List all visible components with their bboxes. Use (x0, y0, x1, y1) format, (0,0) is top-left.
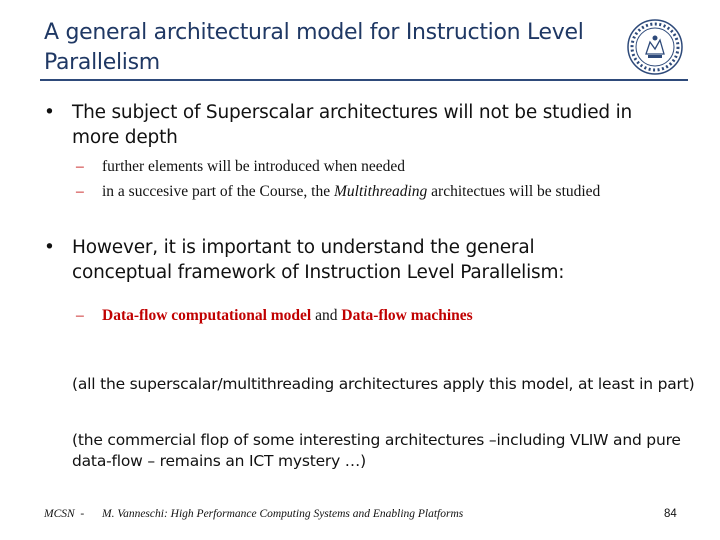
dash-icon: – (76, 158, 84, 175)
sub-bullet-1-1 (76, 156, 672, 178)
bullet-2-text: However, it is important to understand the general conceptual framework of Instruction Level Parallelism: (72, 237, 565, 283)
sub-bullet-1-2-post: architectues will be studied (427, 183, 601, 200)
note-2: (the commercial flop of some interesting architectures –including VLIW and pure data-flow – remains an ICT mystery …) (72, 431, 681, 470)
bullet-1 (44, 100, 682, 150)
sub-bullet-1-2 (76, 181, 662, 203)
slide-title: A general architectural model for Instruction Level Parallelism (44, 20, 584, 75)
footer-center: M. Vanneschi: High Performance Computing Systems and Enabling Platforms (102, 508, 464, 520)
page-number: 84 (664, 508, 677, 520)
dash-icon: – (76, 307, 84, 324)
sub-bullet-1-2-italic: Multithreading (334, 183, 428, 200)
dataflow-machines-label: Data-flow machines (341, 307, 473, 324)
footer-left: MCSN - (44, 508, 85, 520)
note-1: (all the superscalar/multithreading architectures apply this model, at least in part) (72, 375, 695, 393)
bullet-dot: • (44, 237, 55, 258)
dataflow-model-label: Data-flow computational model (102, 307, 312, 324)
bullet-dot: • (44, 102, 55, 123)
and-label: and (311, 307, 342, 324)
university-seal-icon (626, 18, 684, 76)
dash-icon: – (76, 183, 84, 200)
title-underline (40, 79, 688, 81)
sub-bullet-1-2-pre: in a succesive part of the Course, the (102, 183, 334, 200)
bullet-1-text: The subject of Superscalar architectures will not be studied in more depth (72, 102, 633, 148)
bullet-2 (44, 235, 632, 285)
sub-bullet-2-1 (76, 305, 682, 327)
sub-bullet-1-1-text: further elements will be introduced when needed (102, 158, 405, 175)
